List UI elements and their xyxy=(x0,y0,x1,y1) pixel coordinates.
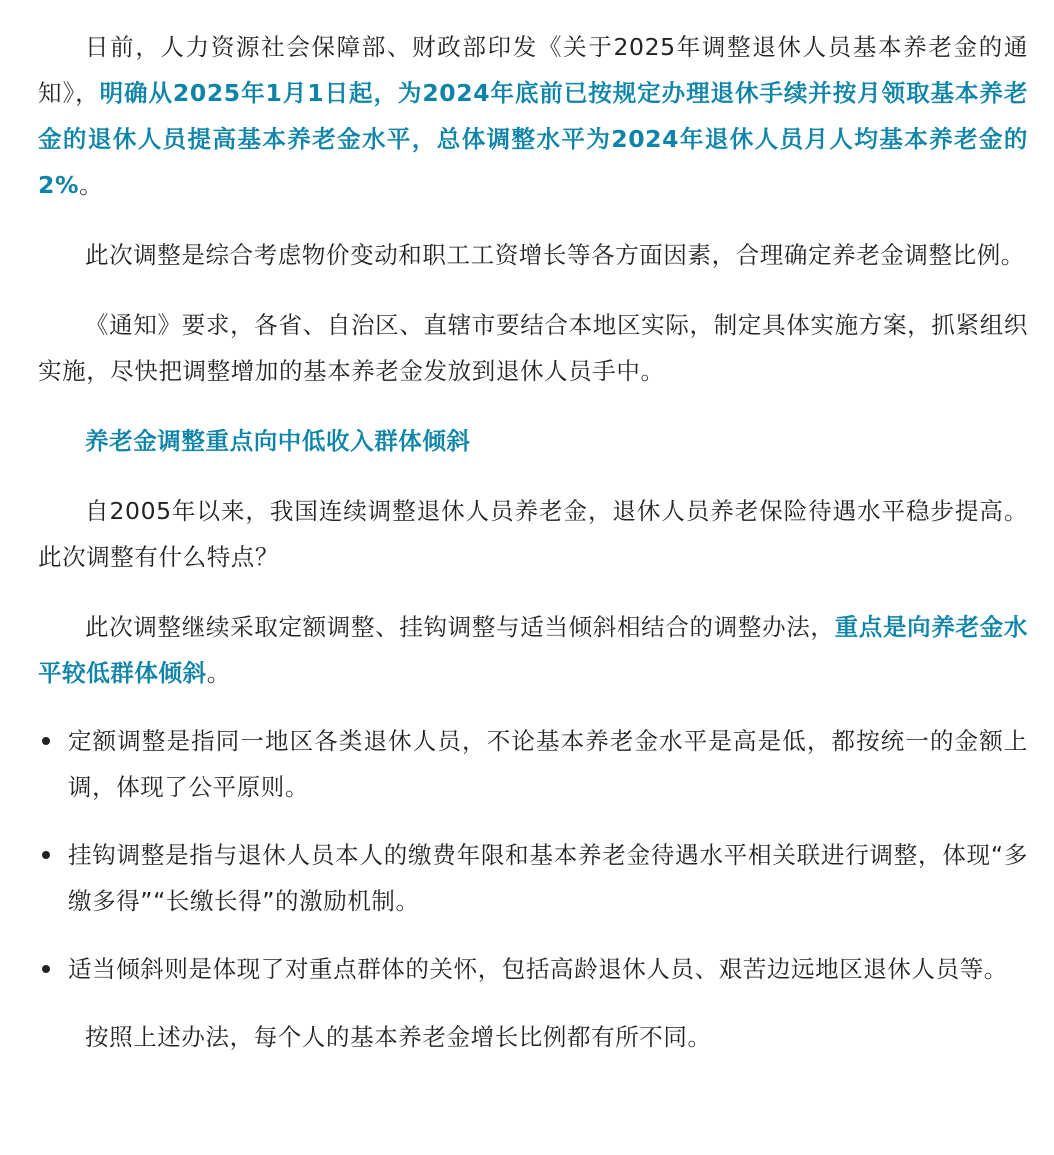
method-highlight: 重点是向养老金水平较低群体倾斜 xyxy=(38,613,1028,687)
list-item xyxy=(38,718,1028,810)
list-item-text: 适当倾斜则是体现了对重点群体的关怀，包括高龄退休人员、艰苦边远地区退休人员等。 xyxy=(68,955,1008,983)
paragraph-conclusion: 按照上述办法，每个人的基本养老金增长比例都有所不同。 xyxy=(85,1023,712,1051)
list-item xyxy=(38,832,1028,924)
intro-end: 。 xyxy=(79,171,104,199)
paragraph-history: 自2005年以来，我国连续调整退休人员养老金，退休人员养老保险待遇水平稳步提高。此次调整有什么特点？ xyxy=(38,497,1028,571)
intro-highlight: 明确从2025年1月1日起，为2024年底前已按规定办理退休手续并按月领取基本养老金的退休人员提高基本养老金水平，总体调整水平为2024年退休人员月人均基本养老金的2% xyxy=(38,79,1028,199)
bullet-dot-icon xyxy=(42,737,50,745)
paragraph-adjustment-basis: 此次调整是综合考虑物价变动和职工工资增长等各方面因素，合理确定养老金调整比例。 xyxy=(85,241,1025,269)
intro-text: 日前，人力资源社会保障部、财政部印发《关于2025年调整退休人员基本养老金的通知》， xyxy=(38,33,1028,107)
list-item-text: 挂钩调整是指与退休人员本人的缴费年限和基本养老金待遇水平相关联进行调整，体现“多缴多得”“长缴长得”的激励机制。 xyxy=(68,841,1028,915)
bullet-dot-icon xyxy=(42,851,50,859)
bullet-dot-icon xyxy=(42,965,50,973)
bullet-list xyxy=(38,718,1028,992)
paragraph-notice-requirements: 《通知》要求，各省、自治区、直辖市要结合本地区实际，制定具体实施方案，抓紧组织实施，尽快把调整增加的基本养老金发放到退休人员手中。 xyxy=(38,311,1028,385)
paragraph-intro xyxy=(38,24,1028,208)
method-text: 此次调整继续采取定额调整、挂钩调整与适当倾斜相结合的调整办法， xyxy=(85,613,835,641)
paragraph-method xyxy=(38,604,1028,696)
section-heading: 养老金调整重点向中低收入群体倾斜 xyxy=(85,427,471,455)
list-item xyxy=(38,946,1028,992)
method-end: 。 xyxy=(206,659,231,687)
list-item-text: 定额调整是指同一地区各类退休人员，不论基本养老金水平是高是低，都按统一的金额上调，体现了公平原则。 xyxy=(68,727,1028,801)
